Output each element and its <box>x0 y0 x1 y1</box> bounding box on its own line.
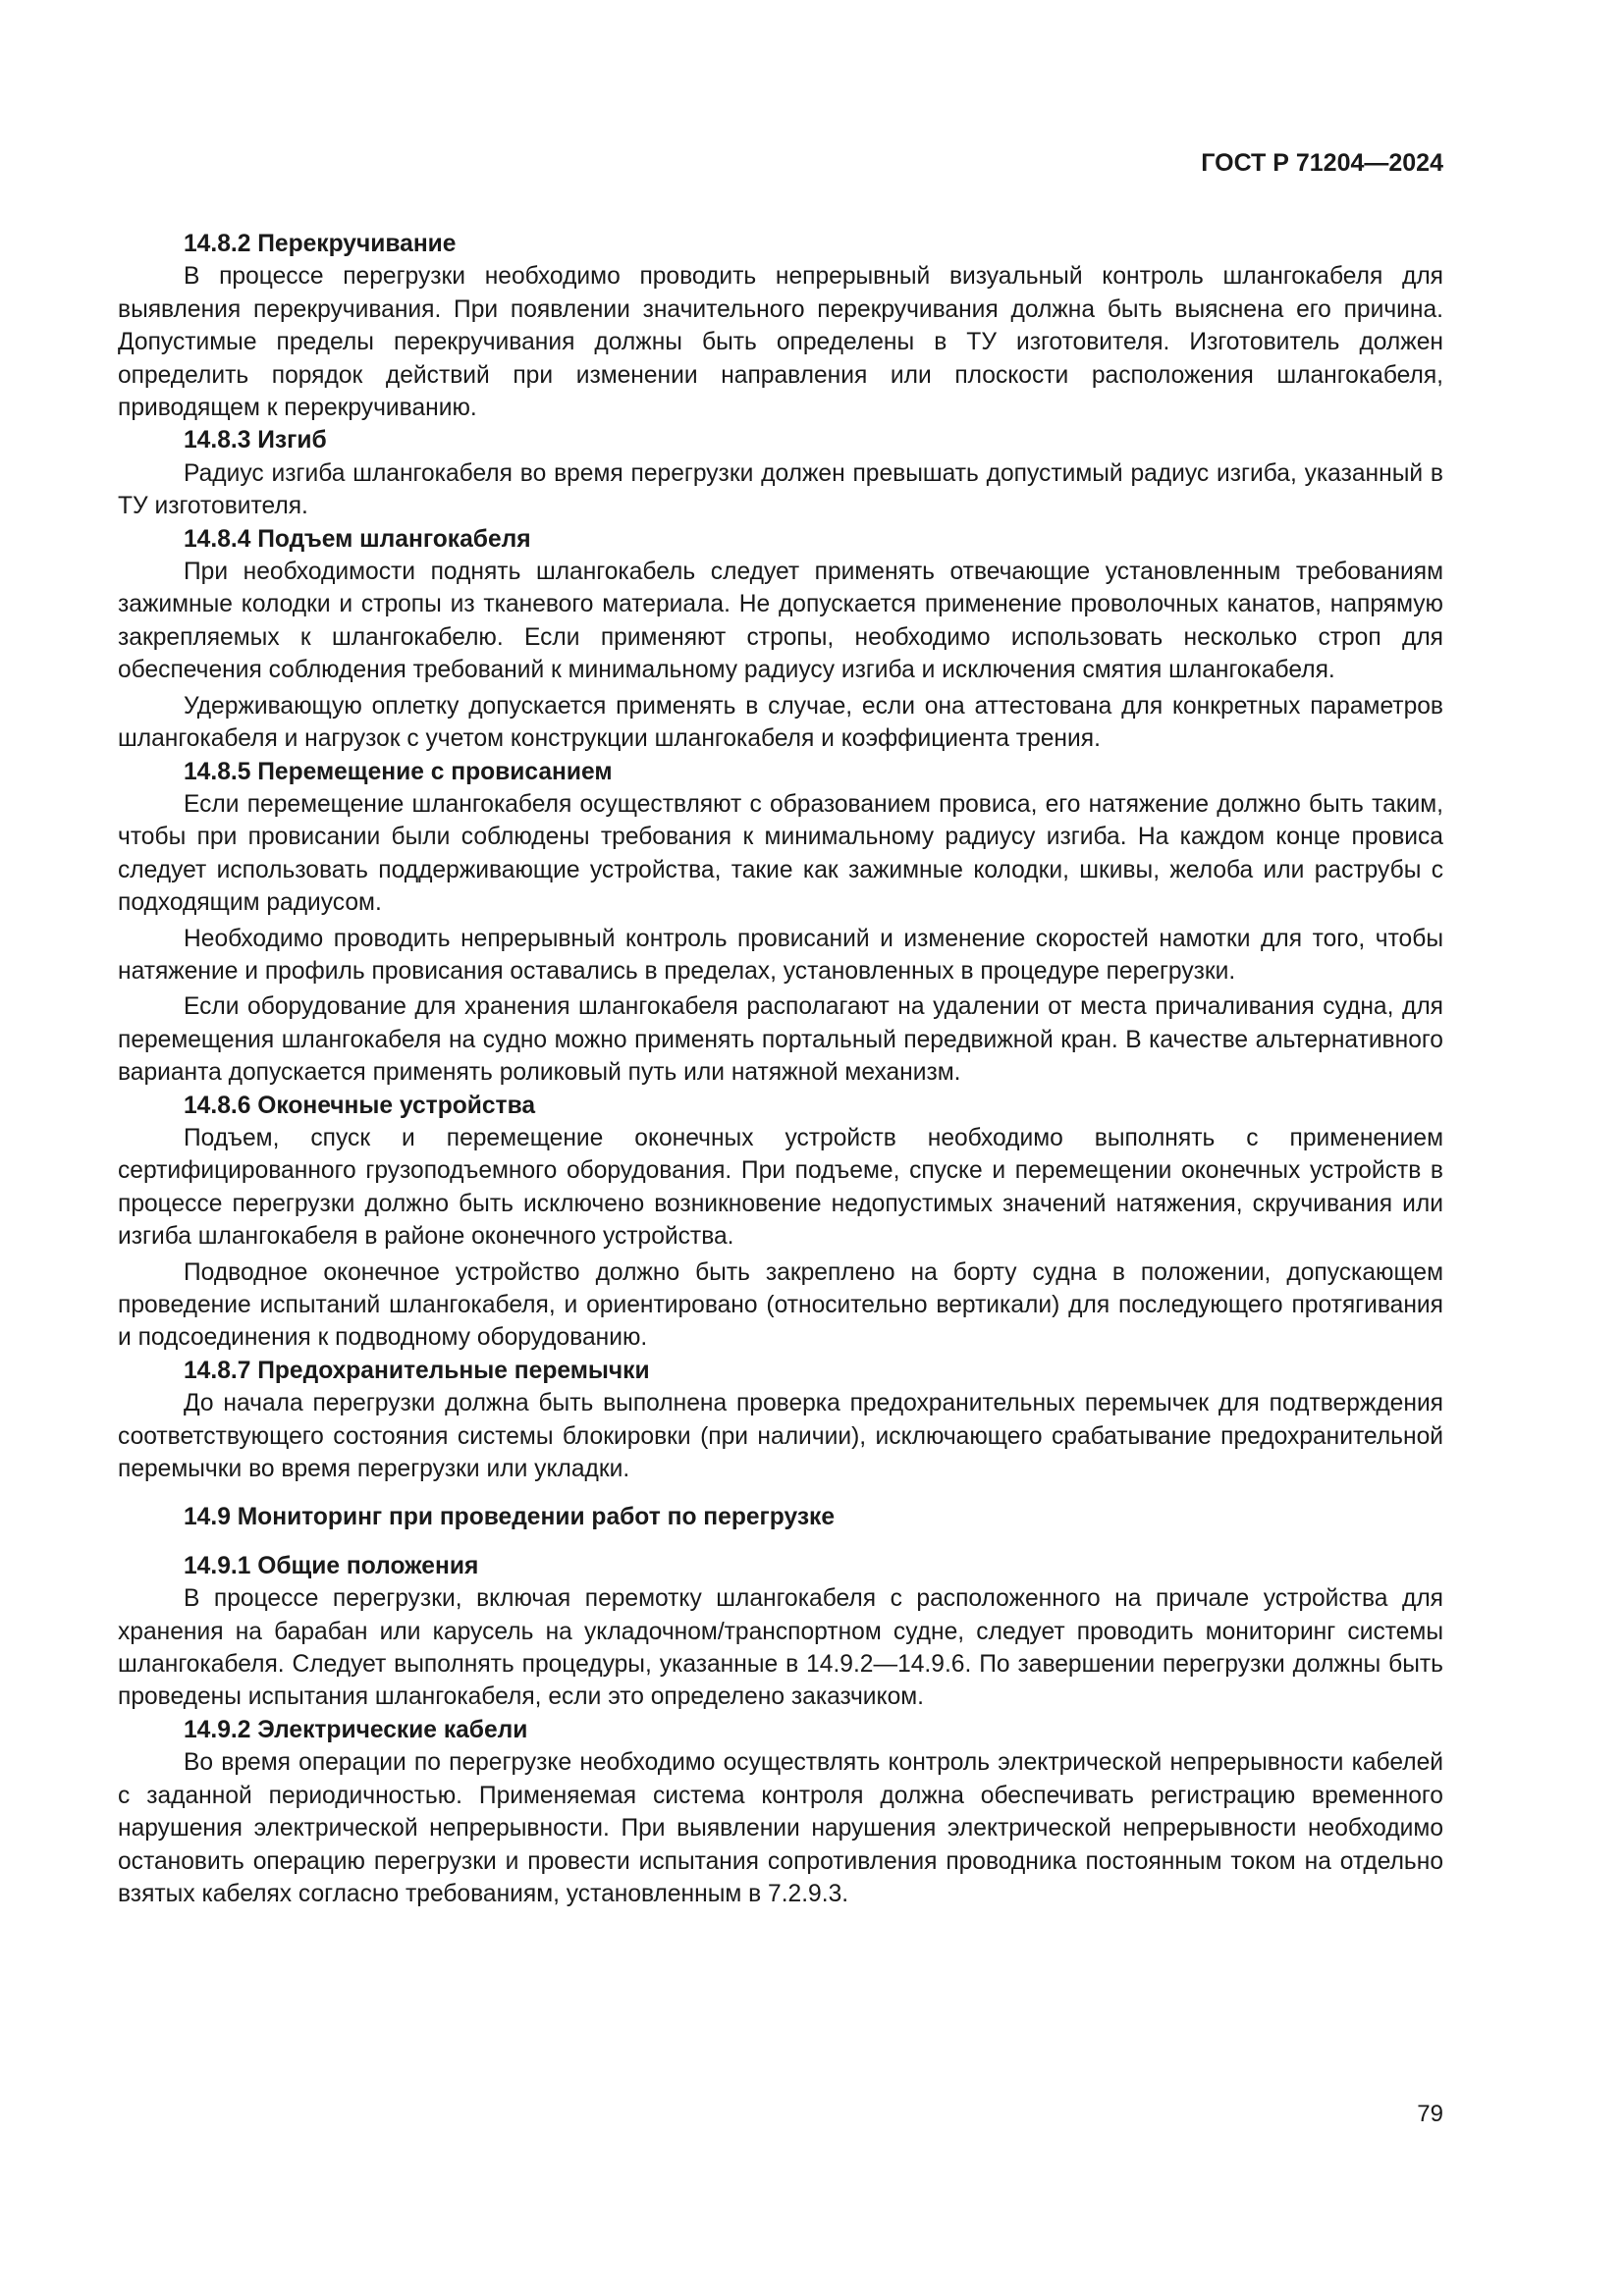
paragraph: До начала перегрузки должна быть выполнена проверка предохранительных перемычек для подтверждения соответствующего состояния системы блокировки (при наличии), исключающего срабатывание предохранительной перемычки во время перегрузки или укладки. <box>118 1390 1443 1483</box>
paragraph: Радиус изгиба шлангокабеля во время перегрузки должен превышать допустимый радиус изгиба, указанный в ТУ изготовителя. <box>118 459 1443 520</box>
paragraph: Удерживающую оплетку допускается применять в случае, если она аттестована для конкретных параметров шлангокабеля и нагрузок с учетом конструкции шлангокабеля и коэффициента трения. <box>118 692 1443 753</box>
section-heading-14-8-7: 14.8.7 Предохранительные перемычки <box>184 1357 650 1384</box>
paragraph: Если оборудование для хранения шлангокабеля располагают на удалении от места причаливания судна, для перемещения шлангокабеля на судно можно применять портальный передвижной кран. В качестве альтернативного варианта допускается применять роликовый путь или натяжной механизм. <box>118 993 1443 1087</box>
section-heading-14-8-2: 14.8.2 Перекручивание <box>184 231 457 257</box>
page-body <box>118 228 1443 1910</box>
section-heading-14-8-4: 14.8.4 Подъем шлангокабеля <box>184 525 531 553</box>
paragraph: Подъем, спуск и перемещение оконечных устройств необходимо выполнять с применением сертифицированного грузоподъемного оборудования. При подъеме, спуске и перемещении оконечных устройств в процессе перегрузки должно быть исключено возникновение недопустимых значений натяжения, скручивания или изгиба шлангокабеля в районе оконечного устройства. <box>118 1124 1443 1251</box>
section-heading-14-9: 14.9 Мониторинг при проведении работ по перегрузке <box>184 1504 836 1531</box>
paragraph: В процессе перегрузки, включая перемотку шлангокабеля с расположенного на причале устройства для хранения на барабан или карусель на укладочном/транспортном судне, следует проводить мониторинг системы шлангокабеля. Следует выполнять процедуры, указанные в 14.9.2—14.9.6. По завершении перегрузки должны быть проведены испытания шлангокабеля, если это определено заказчиком. <box>118 1585 1443 1711</box>
paragraph: Подводное оконечное устройство должно быть закреплено на борту судна в положении, допускающем проведение испытаний шлангокабеля, и ориентировано (относительно вертикали) для последующего протягивания и подсоединения к подводному оборудованию. <box>118 1258 1443 1352</box>
section-heading-14-8-5: 14.8.5 Перемещение с провисанием <box>184 758 613 785</box>
section-heading-14-8-3: 14.8.3 Изгиб <box>184 427 327 454</box>
section-heading-14-8-6: 14.8.6 Оконечные устройства <box>184 1092 536 1119</box>
section-heading-14-9-2: 14.9.2 Электрические кабели <box>184 1716 528 1743</box>
section-heading-14-9-1: 14.9.1 Общие положения <box>184 1552 479 1579</box>
paragraph: При необходимости поднять шлангокабель следует применять отвечающие установленным требованиям зажимные колодки и стропы из тканевого материала. Не допускается применение проволочных канатов, напрямую закрепляемых к шлангокабелю. Если применяют стропы, необходимо использовать несколько строп для обеспечения соблюдения требований к минимальному радиусу изгиба и исключения смятия шлангокабеля. <box>118 559 1443 684</box>
paragraph: В процессе перегрузки необходимо проводить непрерывный визуальный контроль шлангокабеля для выявления перекручивания. При появлении значительного перекручивания должна быть выяснена его причина. Допустимые пределы перекручивания должны быть определены в ТУ изготовителя. Изготовитель должен определить порядок действий при изменении направления или плоскости расположения шлангокабеля, приводящем к перекручиванию. <box>118 263 1443 422</box>
paragraph: Во время операции по перегрузке необходимо осуществлять контроль электрической непрерывности кабелей с заданной периодичностью. Применяемая система контроля должна обеспечивать регистрацию временного нарушения электрической непрерывности. При выявлении нарушения электрической непрерывности необходимо остановить операцию перегрузки и провести испытания сопротивления проводника постоянным током на отдельно взятых кабелях согласно требованиям, установленным в 7.2.9.3. <box>118 1749 1443 1907</box>
paragraph: Необходимо проводить непрерывный контроль провисаний и изменение скоростей намотки для того, чтобы натяжение и профиль провисания оставались в пределах, установленных в процедуре перегрузки. <box>118 925 1443 985</box>
document-code: ГОСТ Р 71204—2024 <box>1201 149 1443 177</box>
paragraph: Если перемещение шлангокабеля осуществляют с образованием провиса, его натяжение должно быть таким, чтобы при провисании были соблюдены требования к минимальному радиусу изгиба. На каждом конце провиса следует использовать поддерживающие устройства, такие как зажимные колодки, шкивы, желоба или раструбы с подходящим радиусом. <box>118 790 1443 917</box>
page-number: 79 <box>1417 2101 1443 2127</box>
